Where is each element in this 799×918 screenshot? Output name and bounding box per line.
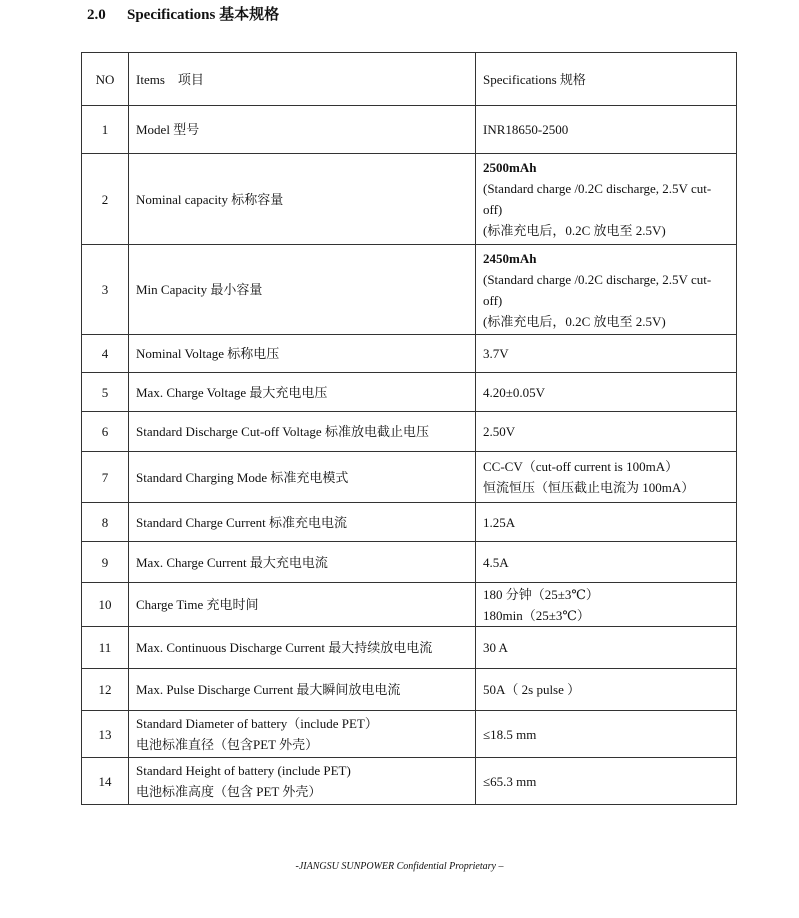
table-header-row [82, 53, 737, 106]
item-line: Max. Charge Current 最大充电电流 [136, 554, 328, 570]
table-row [82, 106, 737, 154]
row-specification [476, 583, 737, 627]
spec-line: ≤18.5 mm [483, 726, 537, 742]
row-specification [476, 335, 737, 373]
row-item [129, 452, 476, 503]
row-specification [476, 503, 737, 542]
specifications-table [81, 52, 737, 805]
table-row [82, 335, 737, 373]
row-number: 1 [82, 106, 129, 154]
row-number: 9 [82, 542, 129, 583]
row-number: 10 [82, 583, 129, 627]
row-specification [476, 711, 737, 758]
spec-value-bold: 2450mAh [483, 250, 537, 266]
item-line: Standard Charging Mode 标准充电模式 [136, 469, 349, 485]
row-item [129, 245, 476, 335]
table-row [82, 583, 737, 627]
section-heading [87, 3, 279, 24]
row-item [129, 335, 476, 373]
spec-line: 4.5A [483, 554, 509, 570]
row-item [129, 503, 476, 542]
row-specification [476, 758, 737, 805]
item-line: Model 型号 [136, 122, 200, 137]
header-no: NO [82, 53, 129, 106]
table-row [82, 245, 737, 335]
row-item [129, 542, 476, 583]
row-number: 14 [82, 758, 129, 805]
row-specification [476, 627, 737, 669]
row-item [129, 373, 476, 412]
row-specification [476, 106, 737, 154]
table-row [82, 373, 737, 412]
item-line: Standard Charge Current 标准充电电流 [136, 514, 347, 530]
row-item [129, 627, 476, 669]
spec-line: 30 A [483, 640, 508, 655]
item-line: Max. Charge Voltage 最大充电电压 [136, 384, 328, 400]
row-specification [476, 412, 737, 452]
item-line: Charge Time 充电时间 [136, 597, 259, 612]
row-specification [476, 542, 737, 583]
item-line: 电池标准直径（包含PET 外壳） [136, 737, 319, 752]
item-line: Min Capacity 最小容量 [136, 282, 263, 297]
spec-line: (标准充电后，0.2C 放电至 2.5V) [483, 223, 666, 238]
table-row [82, 669, 737, 711]
row-specification [476, 154, 737, 245]
spec-line: 3.7V [483, 346, 509, 361]
row-number: 6 [82, 412, 129, 452]
spec-line: 1.25A [483, 514, 516, 530]
row-number: 12 [82, 669, 129, 711]
spec-line: CC-CV（cut-off current is 100mA） [483, 459, 679, 474]
row-number: 2 [82, 154, 129, 245]
row-item [129, 154, 476, 245]
table-body [82, 106, 737, 805]
spec-line: 180min（25±3℃） [483, 607, 590, 623]
item-line: 电池标准高度（包含 PET 外壳） [136, 784, 322, 799]
spec-line: (标准充电后，0.2C 放电至 2.5V) [483, 313, 666, 329]
spec-line: 50A（ 2s pulse ） [483, 682, 581, 697]
row-specification [476, 452, 737, 503]
row-specification [476, 245, 737, 335]
row-specification [476, 373, 737, 412]
table-row [82, 711, 737, 758]
item-line: Standard Diameter of battery（include PET） [136, 716, 378, 731]
header-specifications: Specifications 规格 [476, 53, 737, 106]
header-items: Items 项目 [129, 53, 476, 106]
spec-line: (Standard charge /0.2C discharge, 2.5V cut-off) [483, 181, 712, 217]
item-line: Max. Pulse Discharge Current 最大瞬间放电电流 [136, 682, 401, 697]
section-title: Specifications 基本规格 [127, 7, 280, 23]
item-line: Standard Height of battery (include PET) [136, 763, 351, 778]
spec-line: 恒流恒压（恒压截止电流为 100mA） [483, 480, 695, 495]
row-number: 3 [82, 245, 129, 335]
footer-confidential: -JIANGSU SUNPOWER Confidential Proprietary – [295, 861, 504, 872]
row-number: 5 [82, 373, 129, 412]
item-line: Max. Continuous Discharge Current 最大持续放电电流 [136, 640, 433, 655]
row-item [129, 106, 476, 154]
row-number: 11 [82, 627, 129, 669]
table-row [82, 503, 737, 542]
row-specification [476, 669, 737, 711]
row-item [129, 669, 476, 711]
row-item [129, 412, 476, 452]
spec-line: INR18650-2500 [483, 122, 569, 137]
spec-line: 2.50V [483, 424, 516, 439]
spec-line: (Standard charge /0.2C discharge, 2.5V cut-off) [483, 271, 712, 308]
spec-line: 180 分钟（25±3℃） [483, 586, 599, 602]
row-item [129, 583, 476, 627]
row-item [129, 711, 476, 758]
table-row [82, 542, 737, 583]
row-item [129, 758, 476, 805]
item-line: Standard Discharge Cut-off Voltage 标准放电截止电压 [136, 424, 429, 439]
row-number: 13 [82, 711, 129, 758]
spec-value-bold: 2500mAh [483, 160, 537, 175]
item-line: Nominal Voltage 标称电压 [136, 346, 280, 361]
row-number: 4 [82, 335, 129, 373]
table-row [82, 452, 737, 503]
section-number: 2.0 [87, 7, 106, 23]
table-row [82, 154, 737, 245]
table-row [82, 758, 737, 805]
item-line: Nominal capacity 标称容量 [136, 191, 284, 207]
table-row [82, 627, 737, 669]
row-number: 7 [82, 452, 129, 503]
spec-line: 4.20±0.05V [483, 384, 546, 400]
table-row [82, 412, 737, 452]
spec-line: ≤65.3 mm [483, 773, 537, 789]
row-number: 8 [82, 503, 129, 542]
